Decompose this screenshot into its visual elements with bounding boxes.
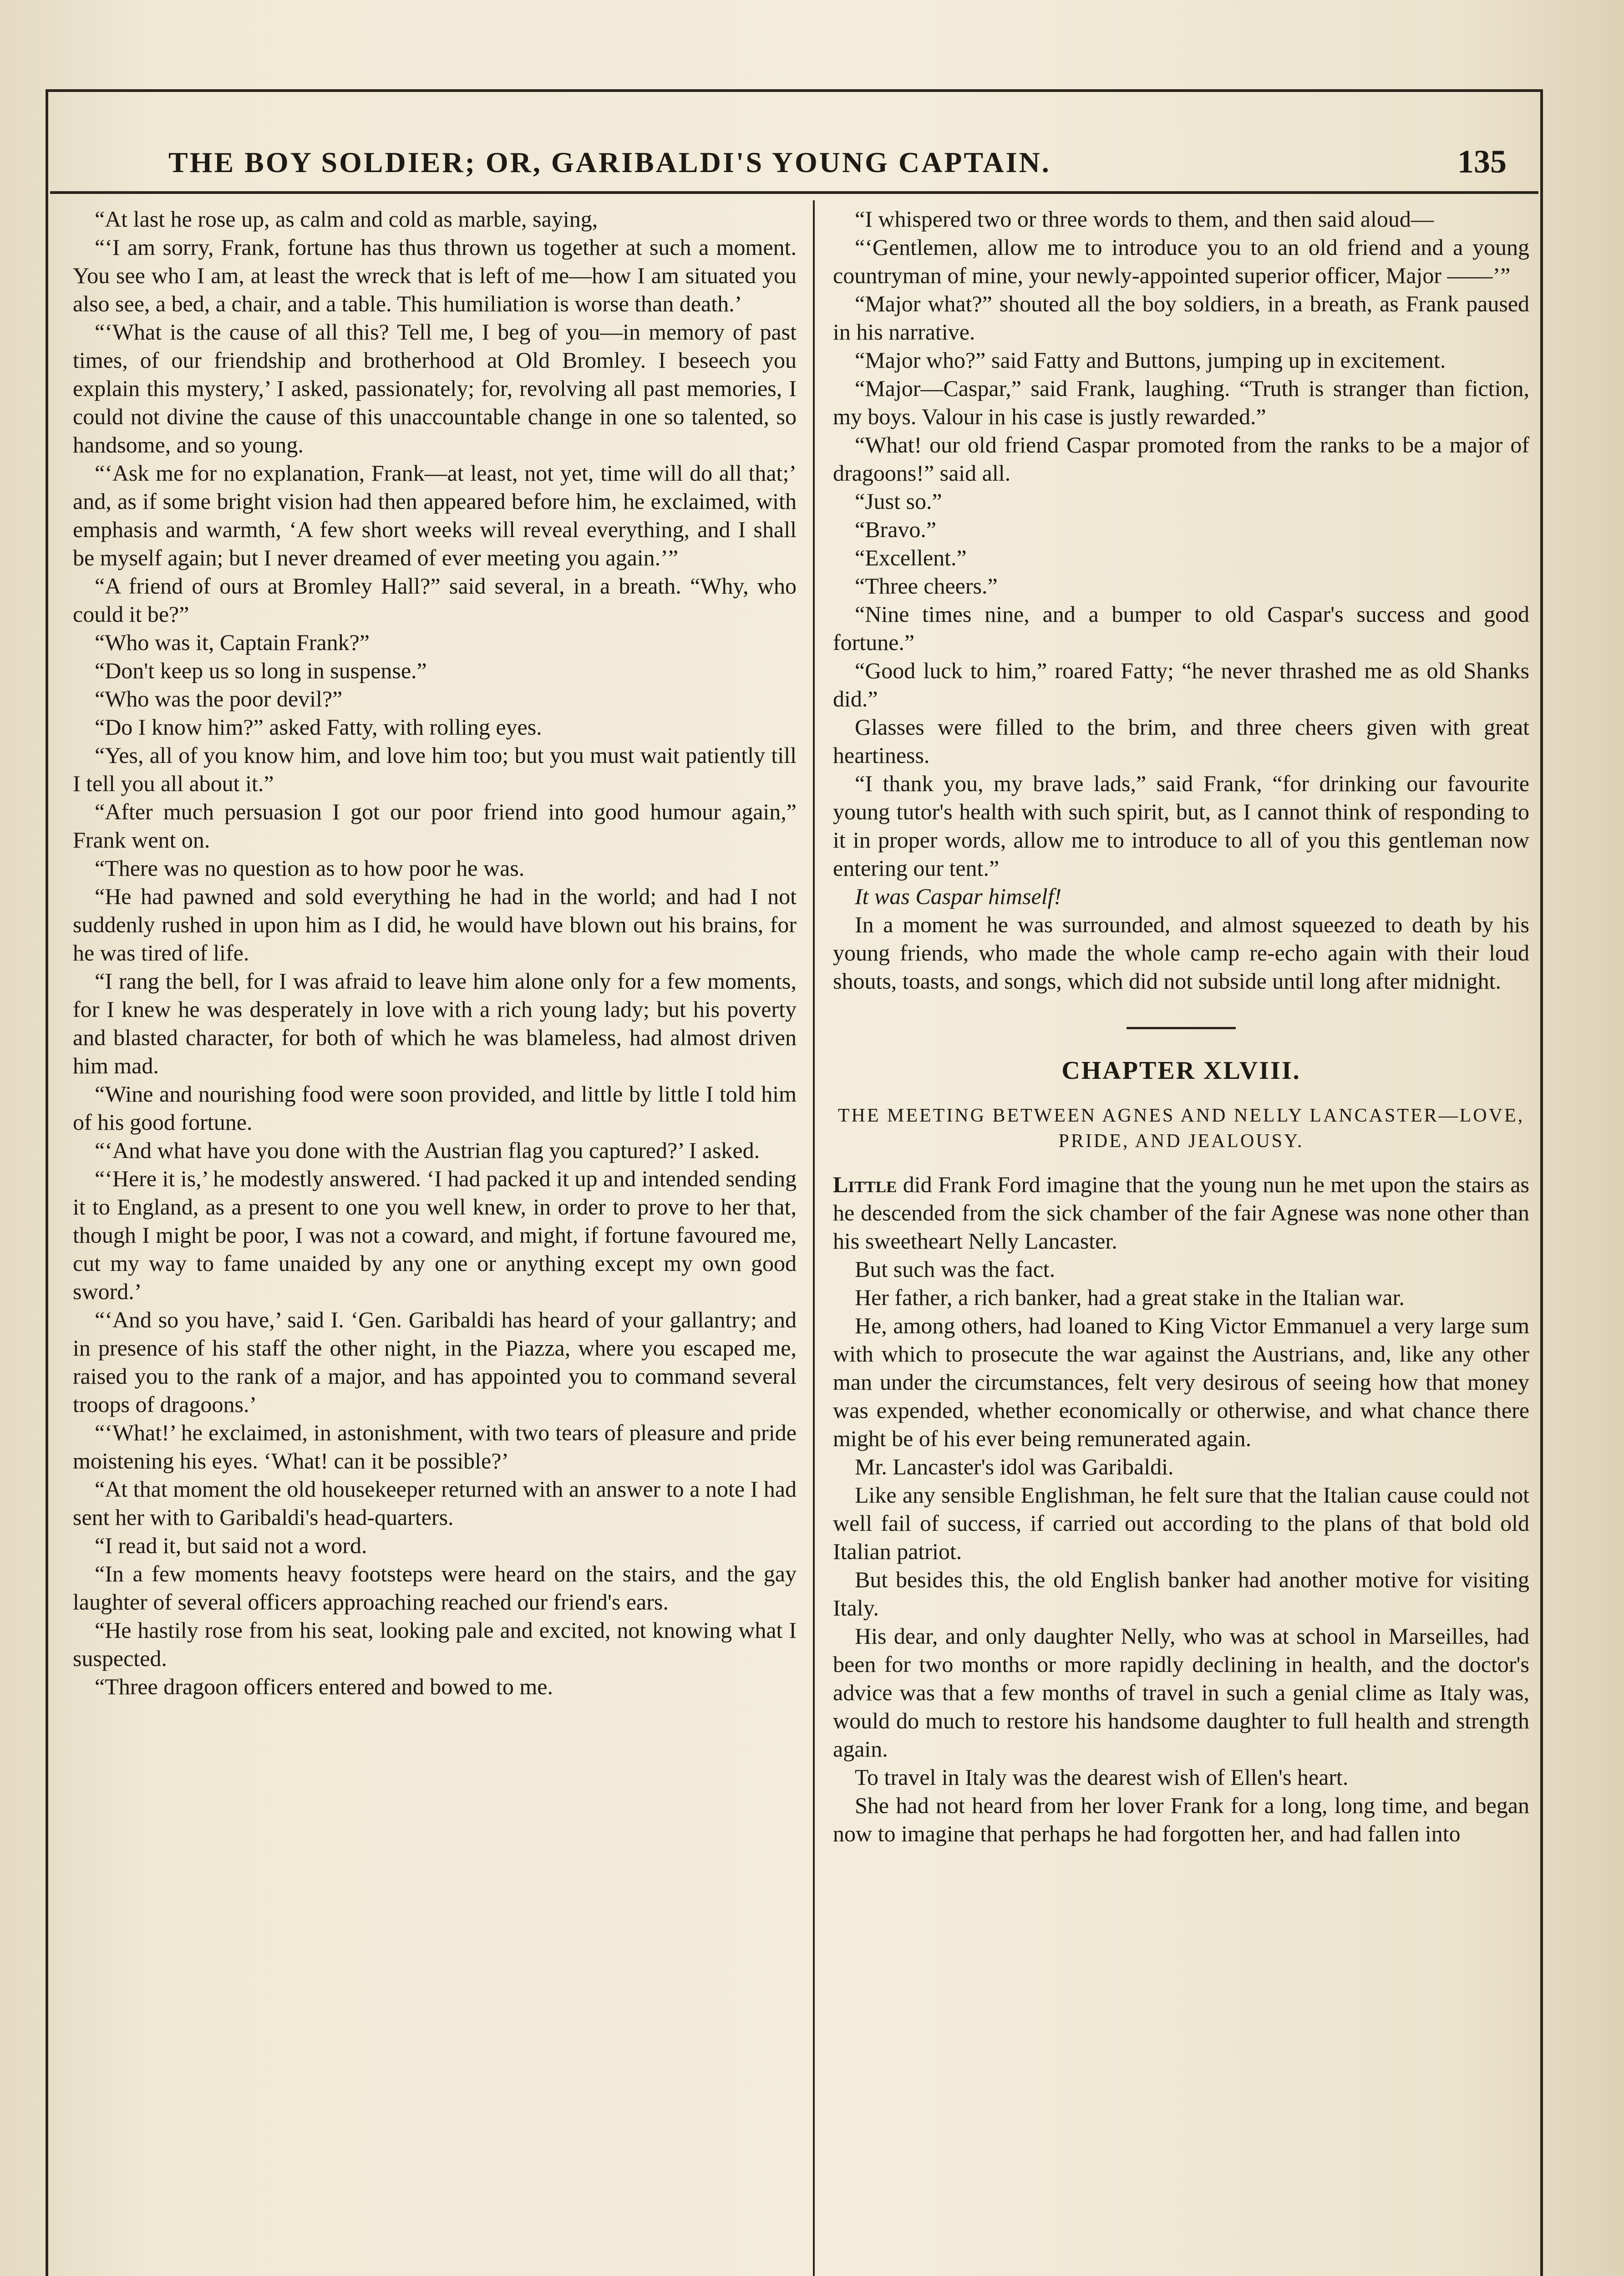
paragraph: Like any sensible Englishman, he felt sure that the Italian cause could not well fail of success, if carried out according to the plans of that bold old Italian patriot. [833,1482,1529,1564]
paragraph: “Who was the poor devil?” [95,686,343,711]
paragraph: “Just so.” [855,488,942,514]
paragraph: “Good luck to him,” roared Fatty; “he never thrashed me as old Shanks did.” [833,658,1529,711]
paragraph: To travel in Italy was the dearest wish of Ellen's heart. [855,1764,1349,1790]
paragraph: “‘What is the cause of all this? Tell me, I beg of you—in memory of past times, of our friendship and brotherhood at Old Bromley. I beseech you explain this mystery,’ I asked, passionately; for, revolving all past memories, I could not divine the cause of this unaccountable change in one so talented, so handsome, and so young. [73,319,797,457]
chapter-opening-paragraph [833,1170,1529,1255]
paragraph: “Major what?” shouted all the boy soldiers, in a breath, as Frank paused in his narrative. [833,291,1529,345]
paragraph: “There was no question as to how poor he was. [95,855,525,881]
paragraph: “Don't keep us so long in suspense.” [95,658,427,683]
chapter-opening-text: did Frank Ford imagine that the young nun he met upon the stairs as he descended from the sick chamber of the fair Agnese was none other than his sweetheart Nelly Lancaster. [833,1172,1529,1254]
paragraph: “Do I know him?” asked Fatty, with rolling eyes. [95,714,542,740]
paragraph: “Wine and nourishing food were soon provided, and little by little I told him of his good fortune. [73,1081,797,1135]
paragraph: In a moment he was surrounded, and almost squeezed to death by his young friends, who made the whole camp re-echo again with their loud shouts, toasts, and songs, which did not subside until long after midnight. [833,912,1529,994]
chapter-title: CHAPTER XLVIII. [1061,1057,1301,1085]
paragraph: “At that moment the old housekeeper returned with an answer to a note I had sent her with to Garibaldi's head-quarters. [73,1476,797,1530]
paragraph: “‘And what have you done with the Austrian flag you captured?’ I asked. [95,1138,760,1163]
paragraph: “He hastily rose from his seat, looking pale and excited, not knowing what I suspected. [73,1617,797,1671]
paragraph: “I read it, but said not a word. [95,1533,367,1558]
paragraph: “‘Gentlemen, allow me to introduce you to an old friend and a young countryman of mine, your newly-appointed superior officer, Major ——’” [833,234,1529,288]
header-rule [50,191,1538,194]
paragraph: “Who was it, Captain Frank?” [95,630,370,655]
right-column [833,205,1529,1848]
paragraph: “‘Here it is,’ he modestly answered. ‘I had packed it up and intended sending it to England, as a present to one you well knew, in order to prove to her that, though I might be poor, I was not a coward, and might, if fortune favoured me, cut my way to fame unaided by any one or anything except my own good sword.’ [73,1166,797,1304]
paragraph: “‘Ask me for no explanation, Frank—at least, not yet, time will do all that;’ and, as if some bright vision had then appeared before him, he exclaimed, with emphasis and warmth, ‘A few short weeks will reveal everything, and I shall be myself again; but I never dreamed of ever meeting you again.’” [73,460,797,570]
paragraph: “Three cheers.” [855,573,998,599]
paragraph: “A friend of ours at Bromley Hall?” said several, in a breath. “Why, who could it be?” [73,573,797,627]
paragraph: He, among others, had loaned to King Victor Emmanuel a very large sum with which to prosecute the war against the Austrians, and, like any other man under the circumstances, felt very desirous of seeing how that money was expended, whether economically or otherwise, and what chance there might be of his ever being remunerated again. [833,1313,1529,1451]
paragraph: But such was the fact. [855,1256,1056,1282]
paragraph: “Yes, all of you know him, and love him too; but you must wait patiently till I tell you all about it.” [73,742,797,796]
paragraph: “Major who?” said Fatty and Buttons, jumping up in excitement. [855,347,1446,373]
running-title: THE BOY SOLDIER; OR, GARIBALDI'S YOUNG CAPTAIN. [168,146,1051,178]
paragraph: “After much persuasion I got our poor friend into good humour again,” Frank went on. [73,799,797,853]
column-divider [813,200,815,2276]
paragraph: “Three dragoon officers entered and bowed to me. [95,1674,553,1699]
paragraph: “‘What!’ he exclaimed, in astonishment, with two tears of pleasure and pride moistening his eyes. ‘What! can it be possible?’ [73,1420,797,1473]
chapter-subtitle: THE MEETING BETWEEN AGNES AND NELLY LANCASTER—LOVE, PRIDE, AND JEALOUSY. [837,1105,1525,1152]
paragraph: “In a few moments heavy footsteps were heard on the stairs, and the gay laughter of several officers approaching reached our friend's ears. [73,1561,797,1615]
paragraph: “Major—Caspar,” said Frank, laughing. “Truth is stranger than fiction, my boys. Valour in his case is justly rewarded.” [833,376,1529,429]
paragraph: “‘I am sorry, Frank, fortune has thus thrown us together at such a moment. You see who I am, at least the wreck that is left of me—how I am situated you also see, a bed, a chair, and a table. This humiliation is worse than death.’ [73,234,797,316]
paragraph: “‘And so you have,’ said I. ‘Gen. Garibaldi has heard of your gallantry; and in presence of his staff the other night, in the Piazza, where you escaped me, raised you to the rank of a major, and has appointed you to command several troops of dragoons.’ [73,1307,797,1417]
page-number: 135 [1457,143,1507,180]
paragraph: “What! our old friend Caspar promoted from the ranks to be a major of dragoons!” said all. [833,432,1529,486]
page-header [46,137,1543,196]
paragraph: “I rang the bell, for I was afraid to leave him alone only for a few moments, for I knew he was desperately in love with a rich young lady; but his poverty and blasted character, for both of which he was blameless, had almost driven him mad. [73,968,797,1078]
left-column [73,205,797,1701]
paragraph: “Excellent.” [855,545,967,570]
right-column-dialogue [833,205,1529,882]
paragraph: Mr. Lancaster's idol was Garibaldi. [855,1454,1174,1479]
paragraph: “At last he rose up, as calm and cold as marble, saying, [95,206,598,232]
paragraph: Her father, a rich banker, had a great stake in the Italian war. [855,1285,1405,1310]
paragraph: Glasses were filled to the brim, and three cheers given with great heartiness. [833,714,1529,768]
paragraph: “I whispered two or three words to them, and then said aloud— [855,206,1434,232]
caspar-line: It was Caspar himself! [855,884,1062,909]
section-rule [1127,1027,1236,1029]
chapter-opening-word: Little [833,1172,897,1197]
paragraph: “I thank you, my brave lads,” said Frank, “for drinking our favourite young tutor's health with such spirit, but, as I cannot think of responding to it in proper words, allow me to introduce to all of you this gentleman now entering our tent.” [833,771,1529,881]
paragraph: “Nine times nine, and a bumper to old Caspar's success and good fortune.” [833,601,1529,655]
paragraph: She had not heard from her lover Frank for a long, long time, and began now to imagine that perhaps he had forgotten her, and had fallen into [833,1793,1529,1846]
chapter-body [833,1255,1529,1848]
paragraph: But besides this, the old English banker had another motive for visiting Italy. [833,1567,1529,1621]
paragraph: His dear, and only daughter Nelly, who was at school in Marseilles, had been for two months or more rapidly declining in health, and the doctor's advice was that a few months of travel in such a genial clime as Italy was, would do much to restore his handsome daughter to full health and strength again. [833,1623,1529,1762]
paragraph: “Bravo.” [855,517,937,542]
paragraph: “He had pawned and sold everything he had in the world; and had I not suddenly rushed in upon him as I did, he would have blown out his brains, for he was tired of life. [73,884,797,965]
